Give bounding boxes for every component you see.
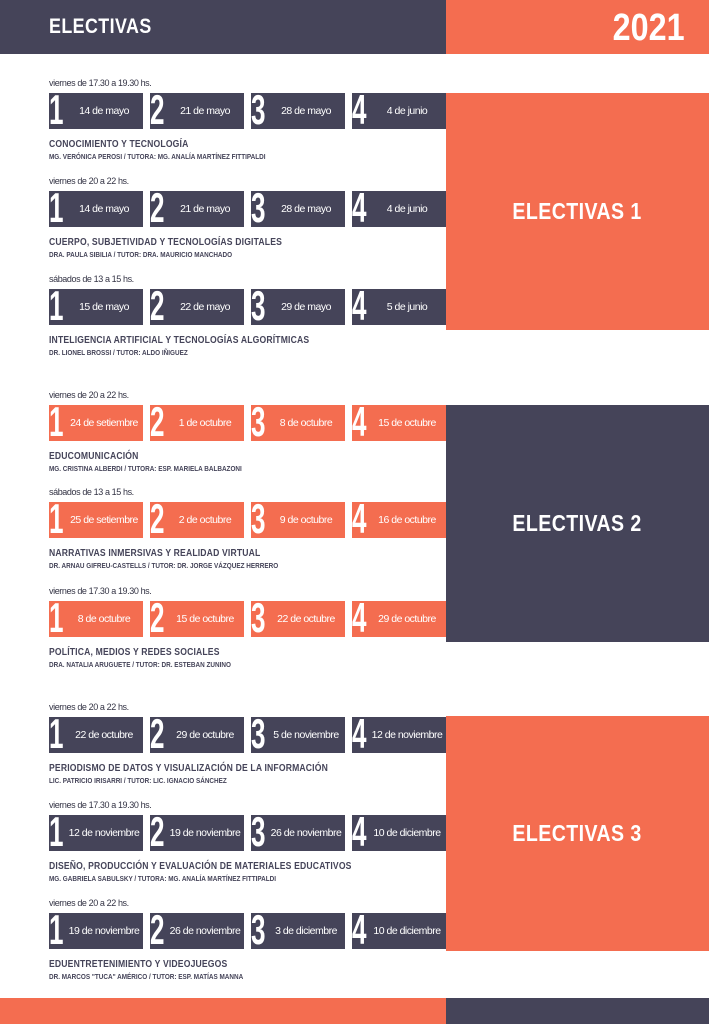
session-date: 26 de noviembre <box>270 827 342 839</box>
course-staff: DR. ARNAU GIFREU-CASTELLS / TUTOR: DR. JORGE VÁZQUEZ HERRERO <box>49 561 279 570</box>
session-box <box>49 495 143 542</box>
course-staff: DR. LIONEL BROSSI / TUTOR: ALDO IÑIGUEZ <box>49 348 188 357</box>
session-box <box>352 808 446 855</box>
course-name: DISEÑO, PRODUCCIÓN Y EVALUACIÓN DE MATERIALES EDUCATIVOS <box>49 860 352 872</box>
session-number: 1 <box>49 710 64 757</box>
course-section <box>49 176 449 262</box>
session-row <box>49 184 446 231</box>
session-date: 24 de setiembre <box>70 417 138 429</box>
session-date: 14 de mayo <box>79 105 129 117</box>
session-date: 15 de octubre <box>378 417 436 429</box>
course-schedule: viernes de 17.30 a 19.30 hs. <box>49 800 152 810</box>
course-staff: LIC. PATRICIO IRISARRI / TUTOR: LIC. IGNACIO SÁNCHEZ <box>49 776 227 785</box>
session-number: 4 <box>352 906 367 953</box>
session-box <box>251 398 345 445</box>
session-number: 4 <box>352 594 367 641</box>
session-box <box>352 710 446 757</box>
session-date: 8 de octubre <box>77 613 131 625</box>
course-name: CONOCIMIENTO Y TECNOLOGÍA <box>49 138 189 150</box>
course-name: POLÍTICA, MEDIOS Y REDES SOCIALES <box>49 646 220 658</box>
session-date: 22 de octubre <box>75 729 133 741</box>
session-number: 4 <box>352 495 367 542</box>
session-number: 3 <box>251 710 266 757</box>
session-box <box>150 808 244 855</box>
course-name: NARRATIVAS INMERSIVAS Y REALIDAD VIRTUAL <box>49 547 261 559</box>
session-date: 1 de octubre <box>178 417 232 429</box>
session-date: 26 de noviembre <box>169 925 241 937</box>
session-number: 3 <box>251 808 266 855</box>
session-number: 1 <box>49 398 64 445</box>
session-box <box>251 594 345 641</box>
session-box <box>251 906 345 953</box>
block-label-2: ELECTIVAS 2 <box>512 510 643 536</box>
block-panel-2 <box>446 405 709 642</box>
session-number: 4 <box>352 282 367 329</box>
session-number: 2 <box>150 808 165 855</box>
session-number: 3 <box>251 184 266 231</box>
session-row <box>49 495 446 542</box>
session-row <box>49 710 446 757</box>
session-box <box>352 594 446 641</box>
session-number: 2 <box>150 594 165 641</box>
session-box <box>251 808 345 855</box>
session-box <box>150 184 244 231</box>
session-number: 1 <box>49 282 64 329</box>
block-panel-3 <box>446 716 709 951</box>
session-date: 2 de octubre <box>178 514 232 526</box>
session-date: 29 de mayo <box>281 301 331 313</box>
session-box <box>49 710 143 757</box>
course-schedule: viernes de 20 a 22 hs. <box>49 702 129 712</box>
session-date: 19 de noviembre <box>169 827 241 839</box>
session-date: 5 de noviembre <box>273 729 339 741</box>
block-label-1: ELECTIVAS 1 <box>512 198 643 224</box>
session-box <box>352 906 446 953</box>
session-box <box>150 495 244 542</box>
session-number: 3 <box>251 906 266 953</box>
session-box <box>251 184 345 231</box>
session-number: 1 <box>49 594 64 641</box>
session-date: 14 de mayo <box>79 203 129 215</box>
session-box <box>352 495 446 542</box>
session-box <box>150 906 244 953</box>
session-row <box>49 398 446 445</box>
session-date: 28 de mayo <box>281 105 331 117</box>
session-date: 19 de noviembre <box>68 925 140 937</box>
page-title: ELECTIVAS <box>49 15 152 38</box>
session-number: 3 <box>251 282 266 329</box>
session-box <box>352 398 446 445</box>
session-date: 25 de setiembre <box>70 514 138 526</box>
session-number: 2 <box>150 282 165 329</box>
course-staff: MG. GABRIELA SABULSKY / TUTORA: MG. ANALÍA MARTÍNEZ FITTIPALDI <box>49 874 277 883</box>
session-box <box>49 86 143 133</box>
session-date: 10 de diciembre <box>373 827 441 839</box>
footer-bar-right <box>446 998 709 1024</box>
course-section <box>49 390 449 476</box>
session-date: 29 de octubre <box>378 613 436 625</box>
session-box <box>251 86 345 133</box>
session-box <box>150 86 244 133</box>
session-number: 3 <box>251 86 266 133</box>
session-box <box>352 282 446 329</box>
session-box <box>150 594 244 641</box>
course-section <box>49 274 449 360</box>
session-box <box>49 282 143 329</box>
session-box <box>352 86 446 133</box>
session-date: 9 de octubre <box>279 514 333 526</box>
session-box <box>150 282 244 329</box>
session-date: 4 de junio <box>386 105 428 117</box>
footer-bar-left <box>0 998 446 1024</box>
session-number: 1 <box>49 906 64 953</box>
session-box <box>251 710 345 757</box>
course-section <box>49 487 449 573</box>
session-box <box>251 282 345 329</box>
session-number: 4 <box>352 184 367 231</box>
session-date: 3 de diciembre <box>275 925 337 937</box>
session-number: 3 <box>251 398 266 445</box>
session-date: 5 de junio <box>386 301 428 313</box>
course-staff: DR. MARCOS "TUCA" AMÉRICO / TUTOR: ESP. MATÍAS MANNA <box>49 972 244 981</box>
session-number: 1 <box>49 86 64 133</box>
session-date: 8 de octubre <box>279 417 333 429</box>
course-name: EDUENTRETENIMIENTO Y VIDEOJUEGOS <box>49 958 228 970</box>
course-schedule: viernes de 20 a 22 hs. <box>49 176 129 186</box>
session-number: 3 <box>251 495 266 542</box>
session-box <box>49 808 143 855</box>
session-number: 2 <box>150 710 165 757</box>
session-number: 2 <box>150 495 165 542</box>
course-name: INTELIGENCIA ARTIFICIAL Y TECNOLOGÍAS ALGORÍTMICAS <box>49 334 310 346</box>
session-row <box>49 86 446 133</box>
session-number: 1 <box>49 184 64 231</box>
session-row <box>49 906 446 953</box>
session-box <box>49 398 143 445</box>
session-date: 22 de octubre <box>277 613 335 625</box>
course-staff: DRA. PAULA SIBILIA / TUTOR: DRA. MAURICIO MANCHADO <box>49 250 233 259</box>
session-box <box>49 906 143 953</box>
session-date: 10 de diciembre <box>373 925 441 937</box>
course-schedule: viernes de 17.30 a 19.30 hs. <box>49 78 152 88</box>
course-schedule: viernes de 17.30 a 19.30 hs. <box>49 586 152 596</box>
course-staff: DRA. NATALIA ARUGUETE / TUTOR: DR. ESTEBAN ZUNINO <box>49 660 231 669</box>
session-row <box>49 808 446 855</box>
session-box <box>251 495 345 542</box>
course-name: CUERPO, SUBJETIVIDAD Y TECNOLOGÍAS DIGITALES <box>49 236 283 248</box>
course-schedule: sábados de 13 a 15 hs. <box>49 487 134 497</box>
course-section <box>49 78 449 164</box>
session-date: 29 de octubre <box>176 729 234 741</box>
block-panel-1 <box>446 93 709 330</box>
session-number: 4 <box>352 808 367 855</box>
session-row <box>49 594 446 641</box>
session-date: 21 de mayo <box>180 203 230 215</box>
course-section <box>49 898 449 984</box>
session-number: 2 <box>150 184 165 231</box>
session-number: 2 <box>150 398 165 445</box>
session-date: 12 de noviembre <box>371 729 443 741</box>
course-section <box>49 800 449 886</box>
session-date: 21 de mayo <box>180 105 230 117</box>
session-number: 4 <box>352 86 367 133</box>
session-date: 16 de octubre <box>378 514 436 526</box>
session-number: 2 <box>150 86 165 133</box>
session-date: 28 de mayo <box>281 203 331 215</box>
session-box <box>150 710 244 757</box>
session-row <box>49 282 446 329</box>
session-box <box>49 594 143 641</box>
course-name: EDUCOMUNICACIÓN <box>49 450 139 462</box>
session-number: 4 <box>352 710 367 757</box>
session-number: 2 <box>150 906 165 953</box>
session-number: 3 <box>251 594 266 641</box>
course-section <box>49 586 449 672</box>
course-section <box>49 702 449 788</box>
session-box <box>352 184 446 231</box>
block-label-3: ELECTIVAS 3 <box>512 820 643 846</box>
session-number: 4 <box>352 398 367 445</box>
course-schedule: viernes de 20 a 22 hs. <box>49 390 129 400</box>
course-schedule: sábados de 13 a 15 hs. <box>49 274 134 284</box>
course-schedule: viernes de 20 a 22 hs. <box>49 898 129 908</box>
session-date: 15 de octubre <box>176 613 234 625</box>
session-date: 4 de junio <box>386 203 428 215</box>
course-name: PERIODISMO DE DATOS Y VISUALIZACIÓN DE LA INFORMACIÓN <box>49 762 328 774</box>
page-year: 2021 <box>613 7 685 49</box>
course-staff: MG. CRISTINA ALBERDI / TUTORA: ESP. MARIELA BALBAZONI <box>49 464 242 473</box>
session-date: 15 de mayo <box>79 301 129 313</box>
session-number: 1 <box>49 495 64 542</box>
session-date: 12 de noviembre <box>68 827 140 839</box>
session-box <box>49 184 143 231</box>
course-staff: MG. VERÓNICA PEROSI / TUTORA: MG. ANALÍA MARTÍNEZ FITTIPALDI <box>49 152 266 161</box>
session-number: 1 <box>49 808 64 855</box>
session-box <box>150 398 244 445</box>
session-date: 22 de mayo <box>180 301 230 313</box>
